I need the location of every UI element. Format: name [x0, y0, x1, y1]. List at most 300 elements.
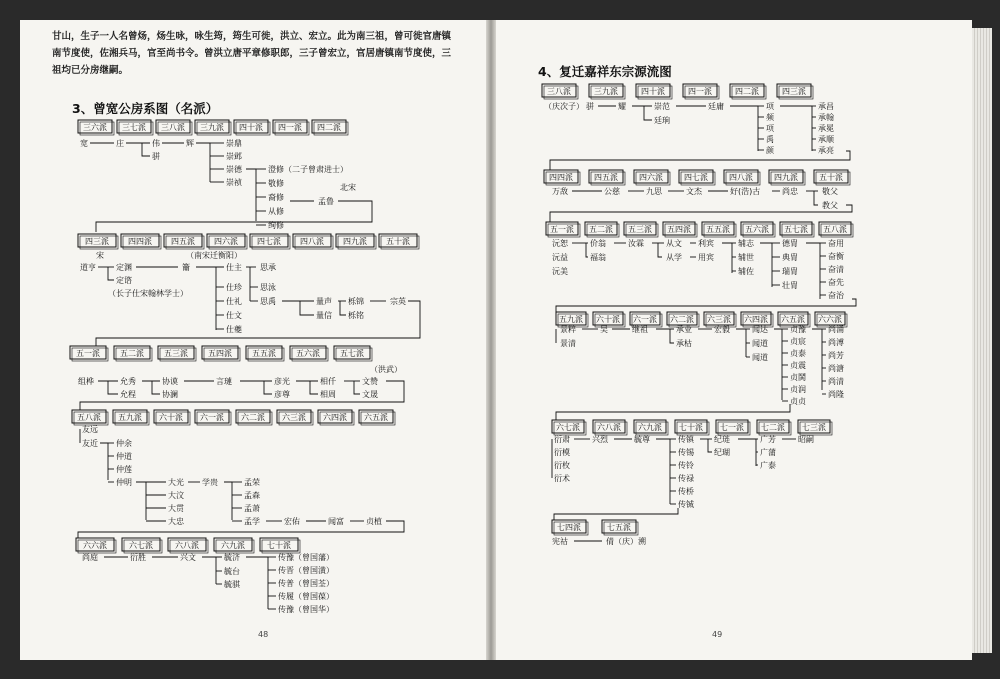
name-xingwen: 兴文: [180, 553, 196, 562]
gen3-box-6: [334, 346, 372, 361]
gen4-box-3: [195, 410, 231, 425]
r1-son-3: 禹: [766, 135, 774, 144]
r1-box-3: [683, 84, 719, 99]
name-yuncheng: 允程: [120, 390, 136, 399]
r4-box-1: [593, 312, 625, 327]
gen1-grand-3: 从修: [268, 207, 284, 216]
r4-shang-0: 尚涌: [828, 325, 844, 334]
name-yue: 籥: [182, 263, 190, 272]
svg-text:六九派: 六九派: [221, 541, 245, 550]
svg-text:五五派: 五五派: [252, 349, 276, 358]
svg-text:五九派: 五九派: [559, 315, 583, 324]
gen2-box-1: [121, 234, 161, 249]
gen1-grand-1: 敬修: [268, 179, 284, 188]
name-pian-r: 骈: [586, 102, 594, 111]
svg-text:四八派: 四八派: [300, 237, 324, 246]
svg-text:六三派: 六三派: [282, 413, 306, 422]
name-yuqi: 毓骐: [224, 580, 240, 589]
r3-feng-1: 奋衡: [828, 252, 844, 261]
name-xinglie: 兴烈: [592, 435, 608, 444]
r3-box-7: [819, 222, 853, 237]
r2-box-0: [544, 170, 580, 185]
gen4-box-1: [113, 410, 149, 425]
gen1-box-3: [195, 120, 231, 135]
name-zhuang: 庄: [116, 139, 124, 148]
gen1-box-2: [156, 120, 192, 135]
connector-line: [738, 439, 756, 466]
r5-chuan-1: 传锡: [678, 448, 694, 457]
connector-line: [224, 482, 232, 520]
connector-line: [812, 329, 822, 390]
gen4-zhong-0: 仲余: [116, 439, 132, 448]
r1-grand-2: 承冕: [818, 124, 834, 133]
r1-grand-1: 承翰: [818, 113, 834, 122]
connector-line: [550, 151, 850, 170]
svg-text:四四派: 四四派: [128, 237, 152, 246]
name-xiangzhou: 相周: [320, 390, 336, 399]
name-jingcui: 景粹: [560, 325, 576, 334]
gen4-da-0: 大光: [168, 478, 184, 487]
name-yutai: 毓台: [224, 567, 240, 576]
connector-line: [814, 191, 818, 205]
r1-son-4: 颜: [766, 146, 774, 155]
svg-text:五九派: 五九派: [118, 413, 142, 422]
connector-line: [264, 381, 272, 394]
gen2-shi-0: 仕珍: [226, 283, 242, 292]
name-jiaofu: 教父: [822, 201, 838, 210]
name-jihu: 纪瑚: [714, 448, 730, 457]
right-heading: 4、复迁嘉祥东宗源流图: [538, 64, 672, 79]
gen4-zhong-1: 仲道: [116, 452, 132, 461]
name-xielan: 协澜: [162, 390, 178, 399]
svg-text:三九派: 三九派: [200, 123, 224, 132]
name-zhaosi: 昭嗣: [798, 435, 814, 444]
name-wenhe: 文晟: [362, 390, 378, 399]
name-shangting: 尚庭: [82, 553, 98, 562]
r3-feng-4: 奋治: [828, 291, 844, 300]
svg-text:五三派: 五三派: [628, 225, 652, 234]
connector-line: [554, 508, 678, 520]
name-xuegui: 学贵: [202, 478, 218, 487]
connector-line: [100, 443, 108, 480]
gen5-box-1: [122, 538, 162, 553]
name-youjin: 友近: [82, 439, 98, 448]
r3-zhou-3: 壮胄: [782, 281, 798, 290]
name-siyu: 思禹: [260, 297, 276, 306]
name-chengye: 承业: [676, 325, 692, 334]
r5-box-3: [675, 420, 709, 435]
r1-box-1: [589, 84, 625, 99]
svg-text:五五派: 五五派: [706, 225, 730, 234]
name-note: （长子仕宋翰林学士）: [108, 289, 188, 298]
gen5-box-4: [260, 538, 300, 553]
svg-text:四三派: 四三派: [85, 237, 109, 246]
name-yanlian: 言璉: [216, 377, 232, 386]
name-kuan: 宽: [80, 139, 88, 148]
name-wei: 伟: [152, 139, 160, 148]
r3-box-2: [624, 222, 658, 237]
r5-box-6: [798, 420, 832, 435]
gen2-box-2: [164, 234, 204, 249]
name-jingfu: 敬父: [822, 187, 838, 196]
name-song: 宋: [96, 251, 104, 260]
svg-text:六三派: 六三派: [707, 315, 731, 324]
name-wu: 吴: [600, 325, 608, 334]
r4-shang-3: 尚溏: [828, 364, 844, 373]
svg-text:四九派: 四九派: [343, 237, 367, 246]
svg-text:五六派: 五六派: [296, 349, 320, 358]
name-shizhu: 仕主: [226, 263, 242, 272]
gen5-chuan-1: 传晋（曾国潢）: [278, 566, 334, 575]
r5-box-1: [593, 420, 627, 435]
r4-zhen-5: 贞润: [790, 385, 806, 394]
left-heading: 3、曾宽公房系图（名派）: [72, 101, 219, 116]
gen4-meng-3: 孟学: [244, 517, 260, 526]
svg-text:七二派: 七二派: [761, 423, 785, 432]
r4-zhen-0: 贞豫: [790, 325, 806, 334]
gen1-box-4: [234, 120, 270, 135]
r2-box-1: [589, 170, 625, 185]
r5-chuan-2: 传铃: [678, 461, 694, 470]
r5-box-4: [716, 420, 750, 435]
svg-text:四八派: 四八派: [729, 173, 753, 182]
r4-zhen-1: 贞宸: [790, 337, 806, 346]
svg-text:四二派: 四二派: [317, 123, 341, 132]
svg-text:三八派: 三八派: [161, 123, 185, 132]
name-daoheng: 道亨: [80, 263, 96, 272]
connector-line: [152, 381, 160, 394]
gen2-box-3: [207, 234, 247, 249]
r2-box-4: [724, 170, 760, 185]
name-haogu: 好(浩)古: [730, 187, 761, 196]
name-wenzan: 文赞: [362, 377, 378, 386]
connector-line: [78, 521, 404, 538]
name-pian: 骈: [152, 152, 160, 161]
svg-text:四一派: 四一派: [278, 123, 302, 132]
name-tingyong: 廷庸: [708, 102, 724, 111]
gen5-chuan-2: 传普（曾国荃）: [278, 579, 334, 588]
name-wenfu: 闻富: [328, 517, 344, 526]
connector-line: [760, 243, 772, 287]
name-yuji: 毓济: [224, 553, 240, 562]
r1-grand-3: 承顺: [818, 135, 834, 144]
connector-line: [136, 482, 146, 520]
gen1-box-5: [273, 120, 309, 135]
svg-text:六八派: 六八派: [175, 541, 199, 550]
gen5-chuan-0: 传豫（曾国藩）: [278, 553, 334, 562]
svg-text:六七派: 六七派: [556, 423, 580, 432]
r3-fu-2: 辅佐: [738, 267, 754, 276]
r1-son-0: 项: [766, 102, 774, 111]
gen4-box-7: [359, 410, 395, 425]
gen4-zhong-2: 仲莲: [116, 465, 132, 474]
r3-box-5: [741, 222, 775, 237]
svg-text:五十派: 五十派: [386, 237, 410, 246]
left-page-number: 48: [258, 630, 269, 639]
name-wandi: 万敌: [552, 187, 568, 196]
svg-text:五六派: 五六派: [745, 225, 769, 234]
r5-guang-2: 广泰: [760, 461, 776, 470]
connector-line: [774, 329, 782, 400]
svg-text:六十派: 六十派: [596, 315, 620, 324]
r3-zhou-1: 典胄: [782, 253, 798, 262]
r4-zhen-4: 贞鬨: [790, 373, 806, 382]
r3-box-3: [663, 222, 697, 237]
name-xianhu: 宪祜: [552, 537, 568, 546]
svg-text:七十派: 七十派: [267, 541, 291, 550]
svg-text:五二派: 五二派: [120, 349, 144, 358]
gen3-box-5: [290, 346, 328, 361]
r1-box-5: [777, 84, 813, 99]
svg-text:五八派: 五八派: [77, 413, 101, 422]
r3-yuan-0: 沅恕: [552, 239, 568, 248]
connector-line: [108, 267, 114, 280]
gen2-box-5: [293, 234, 333, 249]
svg-text:四六派: 四六派: [214, 237, 238, 246]
r4-zhen-3: 贞震: [790, 361, 806, 370]
r2-box-6: [814, 170, 850, 185]
r3-yuan-1: 沅益: [552, 253, 568, 262]
connector-line: [556, 299, 856, 312]
name-dingzi: 定谘: [116, 276, 132, 285]
gen3-box-1: [114, 346, 152, 361]
r3-box-6: [780, 222, 814, 237]
r3-zhou-0: 德胄: [782, 239, 798, 248]
name-liangsheng: 量声: [316, 297, 332, 306]
svg-text:六一派: 六一派: [633, 315, 657, 324]
svg-text:四十派: 四十派: [641, 87, 665, 96]
name-jingqing: 景清: [560, 339, 576, 348]
svg-text:六六派: 六六派: [83, 541, 107, 550]
r4-shang-2: 尚芳: [828, 351, 844, 360]
r1-son-1: 频: [766, 113, 774, 122]
name-hui: 辉: [186, 139, 194, 148]
gen4-da-3: 大忠: [168, 517, 184, 526]
svg-text:六二派: 六二派: [241, 413, 265, 422]
connector-line: [780, 106, 812, 151]
r5-box-5: [757, 420, 791, 435]
connector-line: [708, 439, 712, 452]
name-yunxiu: 允秀: [120, 377, 136, 386]
r3-feng-2: 奋清: [828, 265, 844, 274]
gen4-box-5: [277, 410, 313, 425]
name-xiemo: 协谟: [162, 377, 178, 386]
r5-chuan-0: 传镇: [678, 435, 694, 444]
r5-yan-2: 衍枚: [554, 461, 570, 470]
gen4-zhong-3: 仲明: [116, 478, 132, 487]
gen4-meng-2: 孟萧: [244, 504, 260, 513]
svg-text:六二派: 六二派: [670, 315, 694, 324]
r6-box-1: [602, 520, 638, 535]
r4-shang-4: 尚清: [828, 377, 844, 386]
name-gongci: 公慈: [604, 187, 620, 196]
svg-text:六四派: 六四派: [744, 315, 768, 324]
gen1-grand-0: 澄修（二子曾肃进士）: [268, 165, 348, 174]
name-yansheng: 衍胜: [130, 553, 146, 562]
connector-line: [656, 439, 670, 504]
name-lijin: 栎锦: [348, 297, 364, 306]
r1-grand-4: 承亮: [818, 146, 834, 155]
gen1-son-3: 崇祯: [226, 178, 242, 187]
r4-wen-0: 闻达: [752, 325, 768, 334]
svg-text:七四派: 七四派: [557, 523, 581, 532]
gen1-box-6: [312, 120, 348, 135]
name-siyong: 思泳: [260, 283, 276, 292]
name-yanguang: 彦光: [274, 377, 290, 386]
name-yuzun: 毓尊: [634, 435, 650, 444]
gen3-box-2: [158, 346, 196, 361]
r4-wen-2: 闻道: [752, 353, 768, 362]
svg-text:七五派: 七五派: [607, 523, 631, 532]
r3-box-4: [702, 222, 736, 237]
gen5-box-2: [168, 538, 208, 553]
svg-text:六八派: 六八派: [597, 423, 621, 432]
gen4-da-2: 大贯: [168, 504, 184, 513]
name-tingxiang: 廷珦: [654, 116, 670, 125]
connector-line: [806, 243, 820, 299]
connector-line: [310, 381, 318, 394]
name-hongwu: （洪武）: [370, 365, 402, 374]
svg-text:五二派: 五二派: [589, 225, 613, 234]
name-south-song: （南宋迁衡阳）: [186, 251, 242, 260]
name-wenjie: 文杰: [686, 187, 702, 196]
r5-guang-1: 广蒲: [760, 448, 776, 457]
svg-text:六五派: 六五派: [364, 413, 388, 422]
svg-text:四三派: 四三派: [782, 87, 806, 96]
gen5-chuan-4: 传豫（曾国华）: [278, 605, 334, 614]
gen1-son-2: 崇德: [226, 165, 242, 174]
gen2-box-0: [78, 234, 118, 249]
svg-text:六六派: 六六派: [818, 315, 842, 324]
name-jizu: 继祖: [632, 325, 648, 334]
r3-zhou-2: 瑞胄: [782, 267, 798, 276]
svg-text:四七派: 四七派: [684, 173, 708, 182]
svg-text:四六派: 四六派: [639, 173, 663, 182]
svg-text:六七派: 六七派: [129, 541, 153, 550]
name-dingyuan: 定渊: [116, 263, 132, 272]
svg-text:七一派: 七一派: [720, 423, 744, 432]
name-shangzhong: 尚忠: [782, 187, 798, 196]
svg-text:四四派: 四四派: [549, 173, 573, 182]
name-hongyi: 宏毅: [714, 325, 730, 334]
svg-text:五四派: 五四派: [208, 349, 232, 358]
svg-text:五八派: 五八派: [823, 225, 847, 234]
connector-line: [550, 205, 852, 222]
name-jilian: 纪琏: [714, 435, 730, 444]
name-north-song: 北宋: [340, 183, 356, 192]
r3-feng-3: 奋先: [828, 278, 844, 287]
svg-text:四二派: 四二派: [735, 87, 759, 96]
name-liangxin: 量信: [316, 311, 332, 320]
name-chongfan: 崇范: [654, 102, 670, 111]
name-jiaweng: 价翁: [590, 239, 606, 248]
r1-box-2: [636, 84, 672, 99]
r4-zhen-6: 贞贞: [790, 397, 806, 406]
gen5-box-0: [76, 538, 116, 553]
r1-box-0: [542, 84, 578, 99]
connector-line: [730, 106, 758, 151]
r5-yan-1: 衍模: [554, 448, 570, 457]
name-zuhua: 组桦: [78, 377, 94, 386]
svg-text:三七派: 三七派: [122, 123, 146, 132]
connector-line: [246, 169, 256, 221]
svg-text:三九派: 三九派: [594, 87, 618, 96]
svg-text:七三派: 七三派: [802, 423, 826, 432]
name-chengku: 承枯: [676, 339, 692, 348]
connector-line: [196, 143, 210, 182]
connector-line: [340, 301, 346, 315]
name-sicheng: 思承: [260, 263, 276, 272]
r1-grand-0: 承昌: [818, 102, 834, 111]
connector-line: [658, 243, 662, 257]
r2-box-5: [769, 170, 805, 185]
r3-yuan-2: 沅美: [552, 267, 568, 276]
connector-line: [722, 243, 732, 273]
connector-line: [670, 329, 674, 343]
connector-line: [586, 243, 588, 257]
gen2-shi-3: 仕夔: [226, 325, 242, 334]
connector-line: [354, 381, 360, 394]
name-hongyou: 宏佑: [284, 517, 300, 526]
r6-box-0: [552, 520, 588, 535]
gen1-son-1: 崇邺: [226, 152, 242, 161]
svg-text:四五派: 四五派: [171, 237, 195, 246]
name-qing: 倩（庆）溯: [606, 537, 646, 546]
name-fuweng: 福翁: [590, 253, 606, 262]
gen5-chuan-3: 传履（曾国葆）: [278, 592, 334, 601]
connector-line: [246, 557, 268, 609]
svg-text:六九派: 六九派: [638, 423, 662, 432]
gen1-son-0: 崇鼎: [226, 139, 242, 148]
connector-line: [556, 404, 790, 420]
svg-text:六十派: 六十派: [159, 413, 183, 422]
svg-text:五三派: 五三派: [164, 349, 188, 358]
gen2-box-7: [379, 234, 419, 249]
r1-son-2: 项: [766, 124, 774, 133]
r2-box-3: [679, 170, 715, 185]
r5-chuan-5: 传铖: [678, 500, 694, 509]
gen4-meng-0: 孟荣: [244, 478, 260, 487]
svg-text:四五派: 四五派: [594, 173, 618, 182]
name-zongying: 宗英: [390, 297, 406, 306]
svg-text:四十派: 四十派: [239, 123, 263, 132]
svg-text:四九派: 四九派: [774, 173, 798, 182]
gen1-box-1: [117, 120, 153, 135]
svg-text:六四派: 六四派: [323, 413, 347, 422]
gen4-box-0: [72, 410, 108, 425]
r3-fu-0: 辅志: [738, 239, 754, 248]
name-youyuan: 友远: [82, 425, 98, 434]
left-intro-paragraph: 甘山，生子一人名曾炀，炀生咏，咏生筠，筠生可徙，洪立、宏立。此为南三祖，曾可徙官唐镇南节度使，佐湘兵马，官至尚书令。曾洪立唐平章修职郎，三子曾宏立，官居唐镇南节度使，三祖均已分房继嗣。: [52, 31, 452, 76]
svg-text:四七派: 四七派: [257, 237, 281, 246]
name-libin: 利宾: [698, 239, 714, 248]
name-meng: 孟鲁: [318, 197, 334, 206]
gen4-da-1: 大汶: [168, 491, 184, 500]
connector-line: [96, 301, 420, 346]
connector-line: [736, 329, 746, 357]
r3-fu-1: 辅世: [738, 253, 754, 262]
r4-zhen-2: 贞泰: [790, 349, 806, 358]
r3-box-0: [546, 222, 580, 237]
gen2-shi-1: 仕礼: [226, 297, 242, 306]
r4-shang-1: 尚溥: [828, 338, 844, 347]
r1-box-4: [730, 84, 766, 99]
gen2-box-6: [336, 234, 376, 249]
name-yongbin: 用宾: [698, 253, 714, 262]
svg-text:四一派: 四一派: [688, 87, 712, 96]
right-page-number: 49: [712, 630, 723, 639]
svg-text:五七派: 五七派: [784, 225, 808, 234]
